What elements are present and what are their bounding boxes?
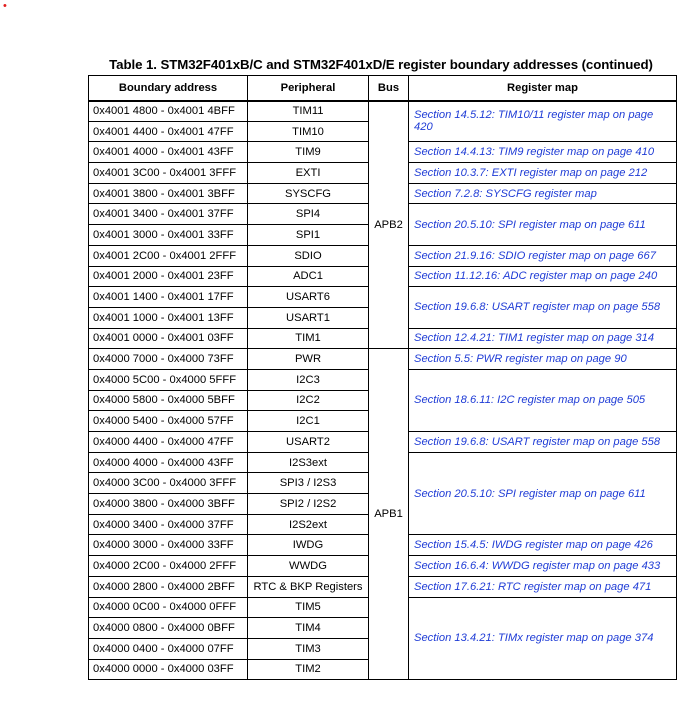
register-map-link[interactable]: Section 12.4.21: TIM1 register map on page 314 — [409, 328, 677, 349]
register-map-link[interactable]: Section 20.5.10: SPI register map on page 611 — [409, 452, 677, 535]
peripheral-cell: SPI1 — [248, 225, 369, 246]
peripheral-cell: IWDG — [248, 535, 369, 556]
register-map-link[interactable]: Section 18.6.11: I2C register map on page 505 — [409, 369, 677, 431]
peripheral-cell: TIM1 — [248, 328, 369, 349]
boundary-address-cell: 0x4001 3800 - 0x4001 3BFF — [89, 183, 248, 204]
peripheral-cell: I2S3ext — [248, 452, 369, 473]
register-map-link[interactable]: Section 16.6.4: WWDG register map on page 433 — [409, 556, 677, 577]
corner-marker: • — [3, 0, 7, 12]
peripheral-cell: TIM11 — [248, 101, 369, 122]
header-row — [89, 76, 677, 101]
header-peripheral: Peripheral — [248, 76, 369, 101]
peripheral-cell: USART6 — [248, 287, 369, 308]
register-map-link[interactable]: Section 11.12.16: ADC register map on page 240 — [409, 266, 677, 287]
register-boundary-table — [88, 75, 677, 680]
table-row — [89, 101, 677, 122]
peripheral-cell: TIM5 — [248, 597, 369, 618]
boundary-address-cell: 0x4001 4000 - 0x4001 43FF — [89, 142, 248, 163]
boundary-address-cell: 0x4000 5800 - 0x4000 5BFF — [89, 390, 248, 411]
peripheral-cell: USART2 — [248, 432, 369, 453]
boundary-address-cell: 0x4000 5400 - 0x4000 57FF — [89, 411, 248, 432]
register-map-link[interactable]: Section 17.6.21: RTC register map on page 471 — [409, 576, 677, 597]
peripheral-cell: I2C1 — [248, 411, 369, 432]
peripheral-cell: I2S2ext — [248, 514, 369, 535]
peripheral-cell: TIM3 — [248, 638, 369, 659]
peripheral-cell: TIM9 — [248, 142, 369, 163]
boundary-address-cell: 0x4001 2000 - 0x4001 23FF — [89, 266, 248, 287]
header-boundary-address: Boundary address — [89, 76, 248, 101]
register-map-link[interactable]: Section 10.3.7: EXTI register map on page 212 — [409, 163, 677, 184]
boundary-address-cell: 0x4000 7000 - 0x4000 73FF — [89, 349, 248, 370]
table-caption: Table 1. STM32F401xB/C and STM32F401xD/E register boundary addresses (continued) — [109, 57, 653, 72]
boundary-address-cell: 0x4000 5C00 - 0x4000 5FFF — [89, 369, 248, 390]
boundary-address-cell: 0x4001 3C00 - 0x4001 3FFF — [89, 163, 248, 184]
table-row — [89, 349, 677, 370]
boundary-address-cell: 0x4001 4800 - 0x4001 4BFF — [89, 101, 248, 122]
boundary-address-cell: 0x4001 4400 - 0x4001 47FF — [89, 121, 248, 142]
boundary-address-cell: 0x4001 1400 - 0x4001 17FF — [89, 287, 248, 308]
peripheral-cell: I2C3 — [248, 369, 369, 390]
register-map-link[interactable]: Section 7.2.8: SYSCFG register map — [409, 183, 677, 204]
boundary-address-cell: 0x4001 3000 - 0x4001 33FF — [89, 225, 248, 246]
peripheral-cell: SPI2 / I2S2 — [248, 494, 369, 515]
register-map-link[interactable]: Section 19.6.8: USART register map on page 558 — [409, 287, 677, 328]
boundary-address-cell: 0x4000 0800 - 0x4000 0BFF — [89, 618, 248, 639]
boundary-address-cell: 0x4000 2800 - 0x4000 2BFF — [89, 576, 248, 597]
bus-cell: APB2 — [369, 101, 409, 349]
boundary-address-cell: 0x4000 0C00 - 0x4000 0FFF — [89, 597, 248, 618]
boundary-address-cell: 0x4000 0000 - 0x4000 03FF — [89, 659, 248, 680]
register-map-link[interactable]: Section 5.5: PWR register map on page 90 — [409, 349, 677, 370]
boundary-address-cell: 0x4000 4000 - 0x4000 43FF — [89, 452, 248, 473]
peripheral-cell: PWR — [248, 349, 369, 370]
boundary-address-cell: 0x4000 4400 - 0x4000 47FF — [89, 432, 248, 453]
boundary-address-cell: 0x4001 3400 - 0x4001 37FF — [89, 204, 248, 225]
peripheral-cell: WWDG — [248, 556, 369, 577]
boundary-address-cell: 0x4001 2C00 - 0x4001 2FFF — [89, 245, 248, 266]
boundary-address-cell: 0x4000 3800 - 0x4000 3BFF — [89, 494, 248, 515]
peripheral-cell: TIM10 — [248, 121, 369, 142]
header-bus: Bus — [369, 76, 409, 101]
boundary-address-cell: 0x4000 3000 - 0x4000 33FF — [89, 535, 248, 556]
peripheral-cell: EXTI — [248, 163, 369, 184]
boundary-address-cell: 0x4000 0400 - 0x4000 07FF — [89, 638, 248, 659]
peripheral-cell: TIM2 — [248, 659, 369, 680]
register-map-link[interactable]: Section 19.6.8: USART register map on page 558 — [409, 432, 677, 453]
register-map-link[interactable]: Section 15.4.5: IWDG register map on page 426 — [409, 535, 677, 556]
boundary-address-cell: 0x4000 2C00 - 0x4000 2FFF — [89, 556, 248, 577]
register-map-link[interactable]: Section 21.9.16: SDIO register map on page 667 — [409, 245, 677, 266]
peripheral-cell: SPI4 — [248, 204, 369, 225]
peripheral-cell: USART1 — [248, 307, 369, 328]
bus-cell: APB1 — [369, 349, 409, 680]
boundary-address-cell: 0x4001 1000 - 0x4001 13FF — [89, 307, 248, 328]
peripheral-cell: SYSCFG — [248, 183, 369, 204]
peripheral-cell: ADC1 — [248, 266, 369, 287]
register-map-link[interactable]: Section 14.5.12: TIM10/11 register map on page 420 — [409, 101, 677, 142]
peripheral-cell: SPI3 / I2S3 — [248, 473, 369, 494]
register-map-link[interactable]: Section 20.5.10: SPI register map on page 611 — [409, 204, 677, 245]
peripheral-cell: I2C2 — [248, 390, 369, 411]
boundary-address-cell: 0x4001 0000 - 0x4001 03FF — [89, 328, 248, 349]
register-map-link[interactable]: Section 14.4.13: TIM9 register map on page 410 — [409, 142, 677, 163]
register-map-link[interactable]: Section 13.4.21: TIMx register map on page 374 — [409, 597, 677, 680]
peripheral-cell: SDIO — [248, 245, 369, 266]
peripheral-cell: RTC & BKP Registers — [248, 576, 369, 597]
boundary-address-cell: 0x4000 3C00 - 0x4000 3FFF — [89, 473, 248, 494]
boundary-address-cell: 0x4000 3400 - 0x4000 37FF — [89, 514, 248, 535]
header-register-map: Register map — [409, 76, 677, 101]
peripheral-cell: TIM4 — [248, 618, 369, 639]
